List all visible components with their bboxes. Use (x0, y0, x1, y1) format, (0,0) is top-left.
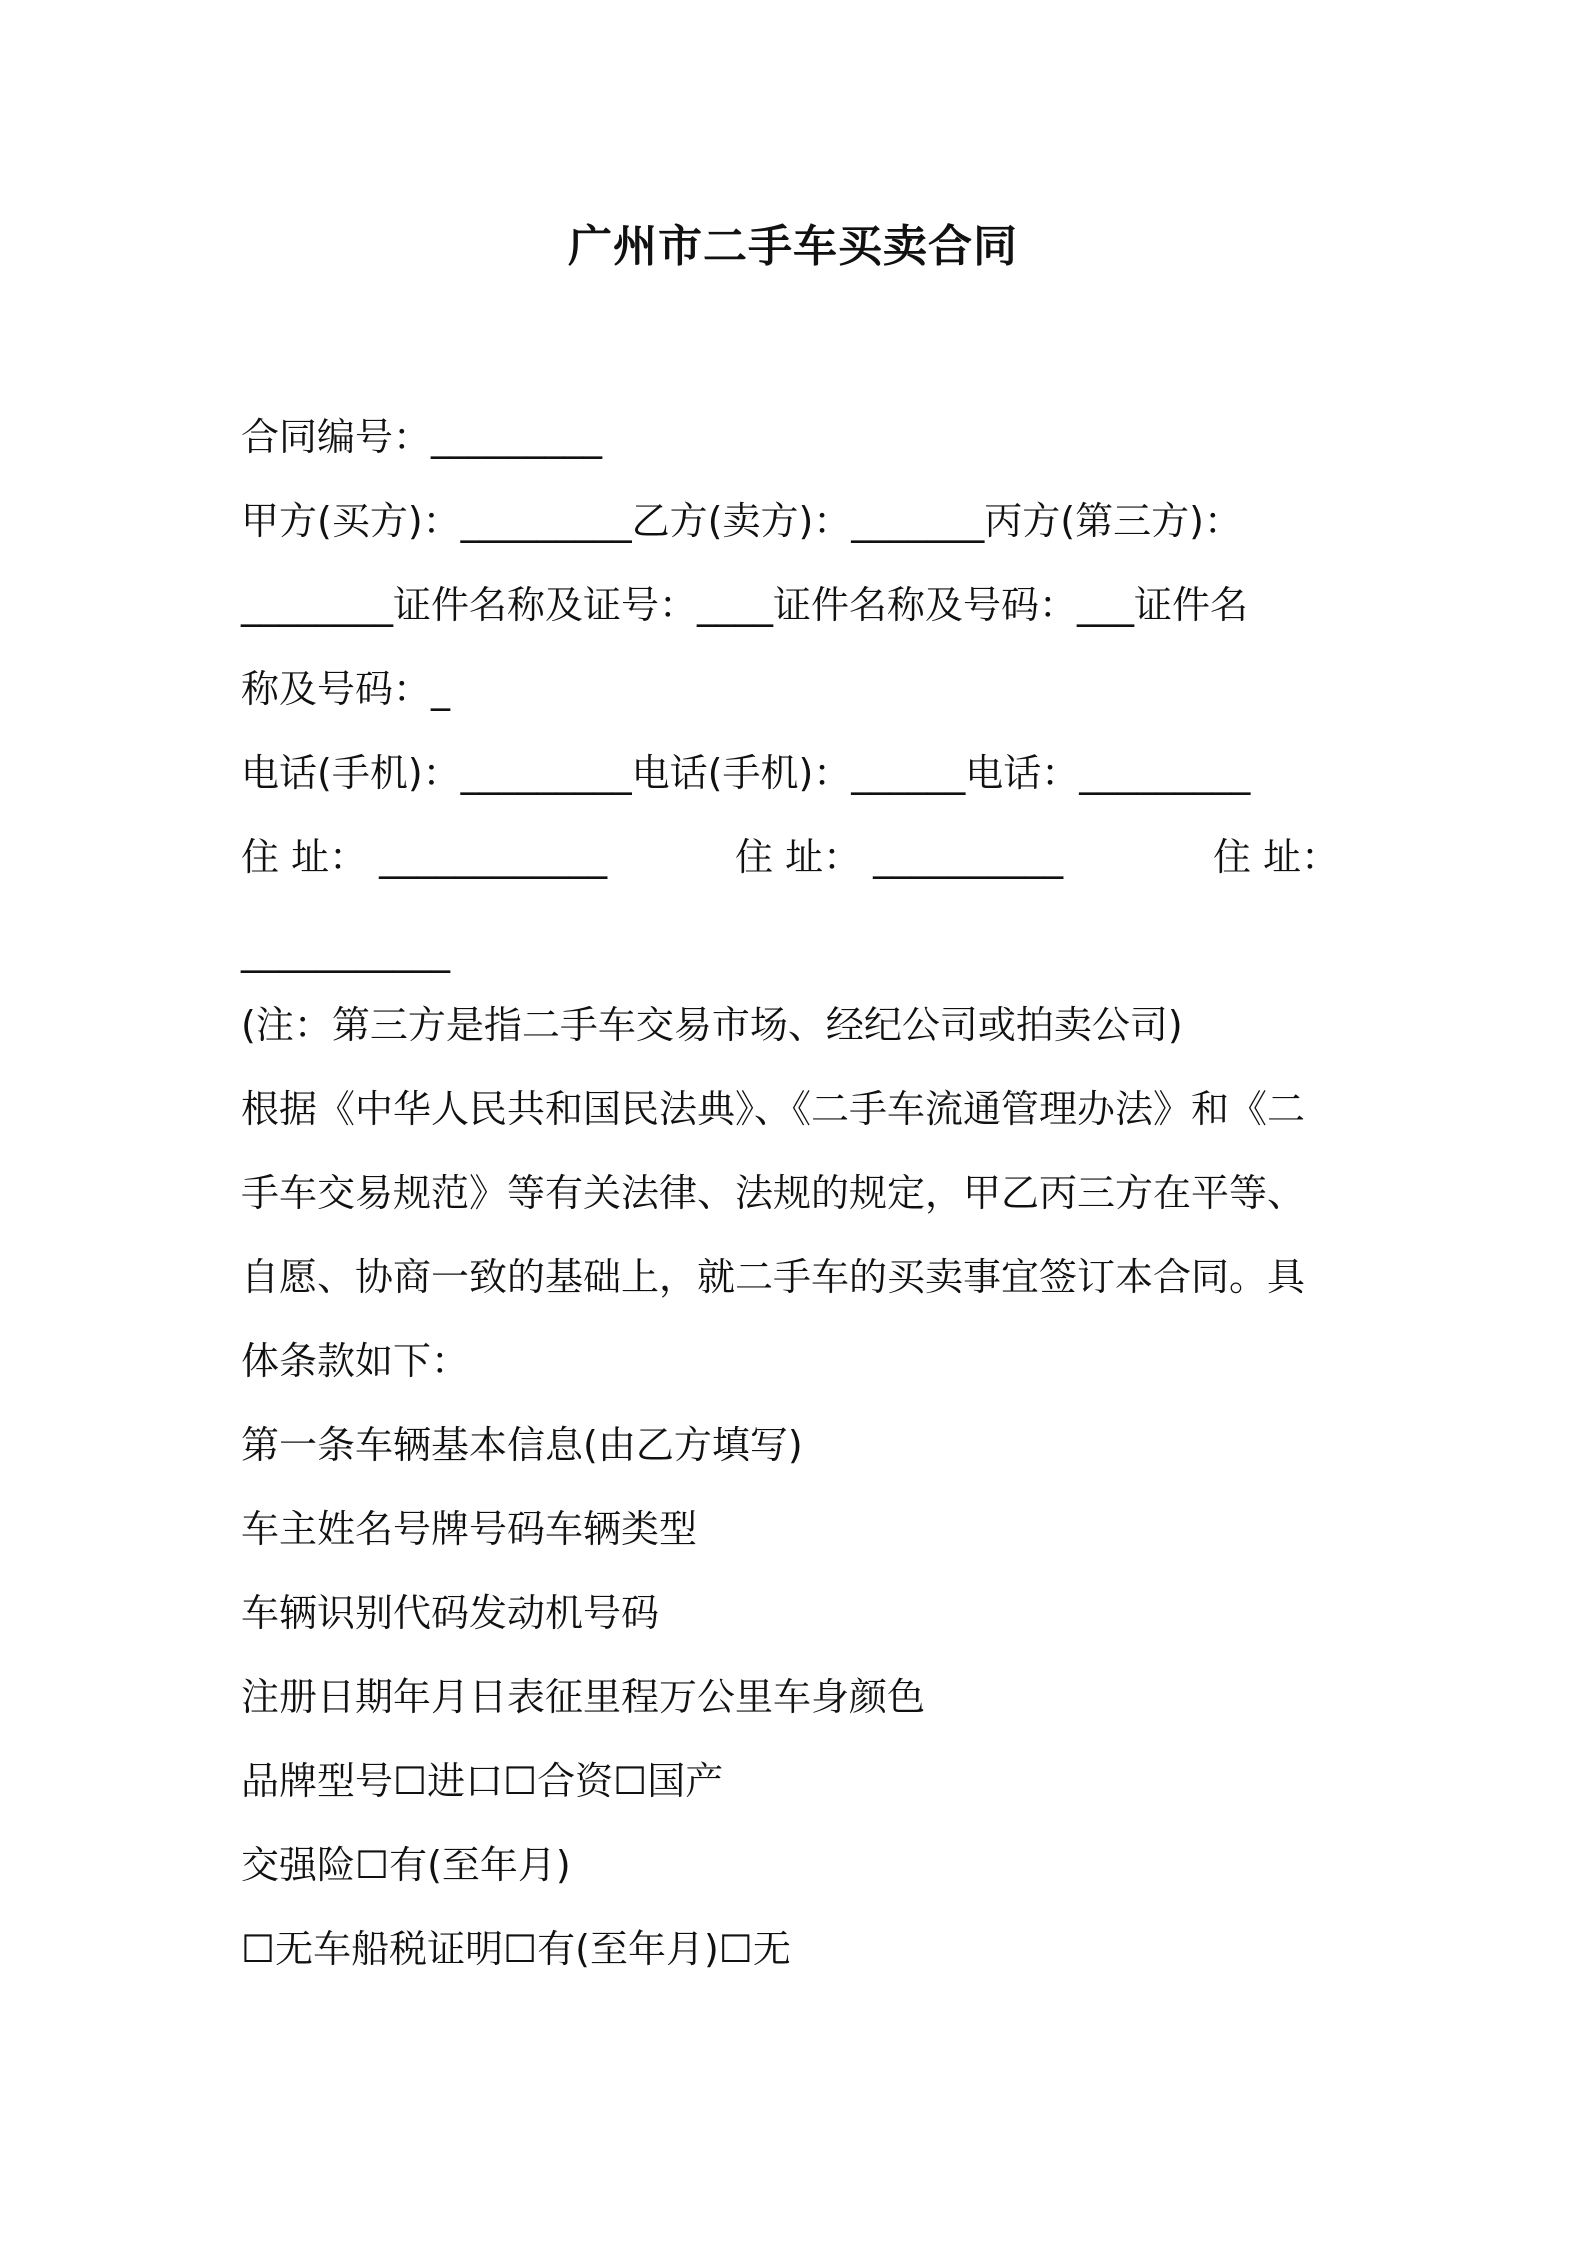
item-registration: 注册日期年月日表征里程万公里车身颜色 (241, 1675, 926, 1719)
item-brand: 品牌型号☐进口☐合资☐国产 (241, 1759, 724, 1803)
preamble-line-3: 自愿、协商一致的基础上，就二手车的买卖事宜签订本合同。具 (241, 1255, 1306, 1299)
address-blank-line: ___________ (241, 929, 450, 973)
parties-line: 甲方(买方)：_________乙方(卖方)：_______丙方(第三方)： (241, 499, 1242, 543)
address-third-party: 住 址： (1213, 835, 1340, 879)
item-tax: ☐无车船税证明☐有(至年月)☐无 (241, 1927, 791, 1971)
preamble-line-2: 手车交易规范》等有关法律、法规的规定，甲乙丙三方在平等、 (241, 1171, 1306, 1215)
item-vin: 车辆识别代码发动机号码 (241, 1591, 660, 1635)
address-seller: 住 址： __________ (735, 835, 1064, 879)
address-buyer: 住 址： ____________ (241, 835, 608, 879)
article-1-heading: 第一条车辆基本信息(由乙方填写) (241, 1423, 803, 1467)
preamble-line-4: 体条款如下： (241, 1339, 470, 1383)
phone-line: 电话(手机)：_________电话(手机)：______电话：_________ (241, 751, 1251, 795)
item-insurance: 交强险☐有(至年月) (241, 1843, 571, 1887)
id-line-2: 称及号码：_ (241, 667, 451, 711)
note-line: (注：第三方是指二手车交易市场、经纪公司或拍卖公司) (241, 1003, 1183, 1047)
item-owner: 车主姓名号牌号码车辆类型 (241, 1507, 698, 1551)
document-title: 广州市二手车买卖合同 (568, 221, 1018, 272)
id-line-1: ________证件名称及证号：____证件名称及号码：___证件名 (241, 583, 1249, 627)
preamble-line-1: 根据《中华人民共和国民法典》、《二手车流通管理办法》和《二 (241, 1087, 1306, 1131)
contract-number-line: 合同编号：_________ (241, 415, 603, 459)
